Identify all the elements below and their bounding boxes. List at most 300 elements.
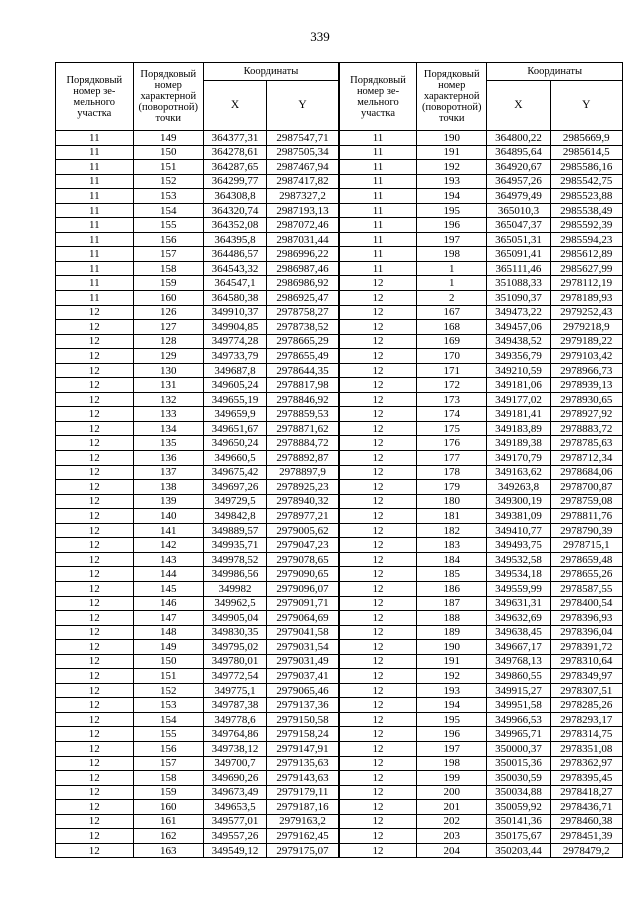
left-x-coordinate-cell: 349675,42 <box>203 465 266 480</box>
right-x-coordinate-cell: 349410,77 <box>487 523 550 538</box>
right-plot-number-cell: 12 <box>339 421 417 436</box>
table-row <box>56 189 623 204</box>
right-y-coordinate-cell: 2978587,55 <box>550 581 622 596</box>
right-y-coordinate-cell: 2978400,54 <box>550 596 622 611</box>
right-plot-number-cell: 12 <box>339 334 417 349</box>
right-plot-number-cell: 11 <box>339 131 417 146</box>
left-plot-number-cell: 12 <box>56 727 134 742</box>
right-plot-number-cell: 12 <box>339 465 417 480</box>
table-row <box>56 843 623 858</box>
table-row <box>56 712 623 727</box>
right-point-number-cell: 193 <box>417 683 487 698</box>
left-point-number-cell: 140 <box>133 509 203 524</box>
right-y-coordinate-cell: 2978930,65 <box>550 392 622 407</box>
right-y-coordinate-cell: 2978285,26 <box>550 698 622 713</box>
left-y-coordinate-cell: 2987547,71 <box>267 131 339 146</box>
right-plot-number-cell: 12 <box>339 363 417 378</box>
right-y-coordinate-cell: 2985538,49 <box>550 203 622 218</box>
table-row <box>56 247 623 262</box>
right-point-number-cell: 191 <box>417 654 487 669</box>
right-x-coordinate-cell: 349768,13 <box>487 654 550 669</box>
left-plot-number-cell: 12 <box>56 509 134 524</box>
left-point-number-cell: 135 <box>133 436 203 451</box>
right-plot-number-cell: 12 <box>339 349 417 364</box>
left-x-coordinate-cell: 349697,26 <box>203 480 266 495</box>
header-x-left: X <box>203 81 266 131</box>
right-point-number-cell: 196 <box>417 727 487 742</box>
left-y-coordinate-cell: 2979096,07 <box>267 581 339 596</box>
table-row <box>56 538 623 553</box>
right-x-coordinate-cell: 364979,49 <box>487 189 550 204</box>
left-x-coordinate-cell: 349904,85 <box>203 320 266 335</box>
right-plot-number-cell: 11 <box>339 145 417 160</box>
right-x-coordinate-cell: 351090,37 <box>487 291 550 306</box>
left-x-coordinate-cell: 364580,38 <box>203 291 266 306</box>
left-x-coordinate-cell: 364308,8 <box>203 189 266 204</box>
right-y-coordinate-cell: 2978436,71 <box>550 800 622 815</box>
right-y-coordinate-cell: 2978351,08 <box>550 741 622 756</box>
right-y-coordinate-cell: 2985592,39 <box>550 218 622 233</box>
right-point-number-cell: 183 <box>417 538 487 553</box>
right-point-number-cell: 189 <box>417 625 487 640</box>
left-plot-number-cell: 12 <box>56 436 134 451</box>
left-x-coordinate-cell: 364543,32 <box>203 261 266 276</box>
right-plot-number-cell: 12 <box>339 727 417 742</box>
left-y-coordinate-cell: 2987505,34 <box>267 145 339 160</box>
left-point-number-cell: 144 <box>133 567 203 582</box>
left-x-coordinate-cell: 349729,5 <box>203 494 266 509</box>
right-y-coordinate-cell: 2978715,1 <box>550 538 622 553</box>
left-plot-number-cell: 12 <box>56 567 134 582</box>
right-plot-number-cell: 12 <box>339 640 417 655</box>
right-point-number-cell: 168 <box>417 320 487 335</box>
right-y-coordinate-cell: 2978314,75 <box>550 727 622 742</box>
left-y-coordinate-cell: 2978665,29 <box>267 334 339 349</box>
left-plot-number-cell: 11 <box>56 276 134 291</box>
left-y-coordinate-cell: 2978846,92 <box>267 392 339 407</box>
table-row <box>56 669 623 684</box>
left-x-coordinate-cell: 349651,67 <box>203 421 266 436</box>
table-row <box>56 363 623 378</box>
left-y-coordinate-cell: 2979135,63 <box>267 756 339 771</box>
right-point-number-cell: 204 <box>417 843 487 858</box>
coordinates-table <box>55 62 623 858</box>
right-point-number-cell: 192 <box>417 669 487 684</box>
right-y-coordinate-cell: 2985669,9 <box>550 131 622 146</box>
right-plot-number-cell: 11 <box>339 160 417 175</box>
table-body <box>56 131 623 858</box>
left-y-coordinate-cell: 2987031,44 <box>267 232 339 247</box>
right-x-coordinate-cell: 349356,79 <box>487 349 550 364</box>
left-x-coordinate-cell: 364278,61 <box>203 145 266 160</box>
right-x-coordinate-cell: 349532,58 <box>487 552 550 567</box>
right-plot-number-cell: 12 <box>339 843 417 858</box>
left-plot-number-cell: 12 <box>56 785 134 800</box>
right-x-coordinate-cell: 350141,36 <box>487 814 550 829</box>
right-point-number-cell: 202 <box>417 814 487 829</box>
right-x-coordinate-cell: 349189,38 <box>487 436 550 451</box>
left-y-coordinate-cell: 2979179,11 <box>267 785 339 800</box>
right-y-coordinate-cell: 2979189,22 <box>550 334 622 349</box>
right-point-number-cell: 176 <box>417 436 487 451</box>
left-x-coordinate-cell: 349830,35 <box>203 625 266 640</box>
right-point-number-cell: 177 <box>417 451 487 466</box>
header-plot-number-right: Порядковый номер зе-мельного участка <box>339 63 417 131</box>
right-point-number-cell: 181 <box>417 509 487 524</box>
right-x-coordinate-cell: 349170,79 <box>487 451 550 466</box>
right-plot-number-cell: 12 <box>339 392 417 407</box>
left-point-number-cell: 132 <box>133 392 203 407</box>
left-y-coordinate-cell: 2979005,62 <box>267 523 339 538</box>
left-plot-number-cell: 12 <box>56 829 134 844</box>
right-x-coordinate-cell: 349966,53 <box>487 712 550 727</box>
left-x-coordinate-cell: 349780,01 <box>203 654 266 669</box>
right-x-coordinate-cell: 349631,31 <box>487 596 550 611</box>
right-plot-number-cell: 12 <box>339 480 417 495</box>
left-y-coordinate-cell: 2987327,2 <box>267 189 339 204</box>
left-plot-number-cell: 11 <box>56 160 134 175</box>
right-x-coordinate-cell: 349559,99 <box>487 581 550 596</box>
left-plot-number-cell: 11 <box>56 131 134 146</box>
left-y-coordinate-cell: 2978655,49 <box>267 349 339 364</box>
left-plot-number-cell: 12 <box>56 581 134 596</box>
left-x-coordinate-cell: 349605,24 <box>203 378 266 393</box>
left-y-coordinate-cell: 2978940,32 <box>267 494 339 509</box>
right-y-coordinate-cell: 2979218,9 <box>550 320 622 335</box>
right-point-number-cell: 190 <box>417 131 487 146</box>
right-plot-number-cell: 12 <box>339 523 417 538</box>
left-y-coordinate-cell: 2979143,63 <box>267 771 339 786</box>
right-plot-number-cell: 12 <box>339 509 417 524</box>
left-point-number-cell: 161 <box>133 814 203 829</box>
right-plot-number-cell: 12 <box>339 683 417 698</box>
right-point-number-cell: 195 <box>417 712 487 727</box>
right-plot-number-cell: 11 <box>339 247 417 262</box>
right-y-coordinate-cell: 2978927,92 <box>550 407 622 422</box>
table-row <box>56 261 623 276</box>
table-row <box>56 552 623 567</box>
right-y-coordinate-cell: 2978460,38 <box>550 814 622 829</box>
right-plot-number-cell: 12 <box>339 407 417 422</box>
left-point-number-cell: 157 <box>133 756 203 771</box>
left-y-coordinate-cell: 2979158,24 <box>267 727 339 742</box>
right-point-number-cell: 2 <box>417 291 487 306</box>
table-row <box>56 741 623 756</box>
right-point-number-cell: 194 <box>417 698 487 713</box>
right-plot-number-cell: 11 <box>339 174 417 189</box>
right-point-number-cell: 198 <box>417 247 487 262</box>
table-row <box>56 829 623 844</box>
right-y-coordinate-cell: 2978883,72 <box>550 421 622 436</box>
right-plot-number-cell: 12 <box>339 741 417 756</box>
right-point-number-cell: 201 <box>417 800 487 815</box>
right-x-coordinate-cell: 364800,22 <box>487 131 550 146</box>
left-y-coordinate-cell: 2979041,58 <box>267 625 339 640</box>
right-y-coordinate-cell: 2985614,5 <box>550 145 622 160</box>
right-plot-number-cell: 12 <box>339 669 417 684</box>
right-x-coordinate-cell: 364920,67 <box>487 160 550 175</box>
left-y-coordinate-cell: 2979091,71 <box>267 596 339 611</box>
right-plot-number-cell: 12 <box>339 596 417 611</box>
right-y-coordinate-cell: 2978939,13 <box>550 378 622 393</box>
table-row <box>56 218 623 233</box>
right-y-coordinate-cell: 2978811,76 <box>550 509 622 524</box>
right-x-coordinate-cell: 365091,41 <box>487 247 550 262</box>
right-y-coordinate-cell: 2978659,48 <box>550 552 622 567</box>
left-y-coordinate-cell: 2987193,13 <box>267 203 339 218</box>
left-x-coordinate-cell: 349774,28 <box>203 334 266 349</box>
left-plot-number-cell: 12 <box>56 349 134 364</box>
right-y-coordinate-cell: 2978396,04 <box>550 625 622 640</box>
left-y-coordinate-cell: 2978738,52 <box>267 320 339 335</box>
left-y-coordinate-cell: 2987072,46 <box>267 218 339 233</box>
header-coordinates-right: Координаты <box>487 63 623 81</box>
left-plot-number-cell: 11 <box>56 291 134 306</box>
left-plot-number-cell: 12 <box>56 320 134 335</box>
right-x-coordinate-cell: 349381,09 <box>487 509 550 524</box>
header-plot-number-left: Порядковый номер зе-мельного участка <box>56 63 134 131</box>
left-x-coordinate-cell: 364377,31 <box>203 131 266 146</box>
left-y-coordinate-cell: 2979031,54 <box>267 640 339 655</box>
left-plot-number-cell: 12 <box>56 334 134 349</box>
left-x-coordinate-cell: 349889,57 <box>203 523 266 538</box>
left-x-coordinate-cell: 349787,38 <box>203 698 266 713</box>
right-point-number-cell: 197 <box>417 741 487 756</box>
left-x-coordinate-cell: 349772,54 <box>203 669 266 684</box>
right-plot-number-cell: 12 <box>339 494 417 509</box>
table-row <box>56 421 623 436</box>
left-x-coordinate-cell: 349978,52 <box>203 552 266 567</box>
right-point-number-cell: 191 <box>417 145 487 160</box>
right-plot-number-cell: 12 <box>339 436 417 451</box>
left-y-coordinate-cell: 2978892,87 <box>267 451 339 466</box>
table-row <box>56 654 623 669</box>
right-y-coordinate-cell: 2978395,45 <box>550 771 622 786</box>
right-plot-number-cell: 12 <box>339 378 417 393</box>
right-point-number-cell: 174 <box>417 407 487 422</box>
table-row <box>56 334 623 349</box>
left-plot-number-cell: 12 <box>56 843 134 858</box>
right-plot-number-cell: 12 <box>339 625 417 640</box>
left-x-coordinate-cell: 349653,5 <box>203 800 266 815</box>
left-plot-number-cell: 11 <box>56 247 134 262</box>
left-point-number-cell: 154 <box>133 712 203 727</box>
table-row <box>56 611 623 626</box>
right-y-coordinate-cell: 2978479,2 <box>550 843 622 858</box>
left-plot-number-cell: 11 <box>56 218 134 233</box>
left-x-coordinate-cell: 364352,08 <box>203 218 266 233</box>
right-y-coordinate-cell: 2979103,42 <box>550 349 622 364</box>
left-point-number-cell: 146 <box>133 596 203 611</box>
left-x-coordinate-cell: 364299,77 <box>203 174 266 189</box>
left-plot-number-cell: 12 <box>56 741 134 756</box>
right-point-number-cell: 190 <box>417 640 487 655</box>
right-x-coordinate-cell: 349667,17 <box>487 640 550 655</box>
left-y-coordinate-cell: 2987417,82 <box>267 174 339 189</box>
right-x-coordinate-cell: 351088,33 <box>487 276 550 291</box>
left-y-coordinate-cell: 2979147,91 <box>267 741 339 756</box>
left-x-coordinate-cell: 349986,56 <box>203 567 266 582</box>
left-plot-number-cell: 12 <box>56 552 134 567</box>
left-plot-number-cell: 12 <box>56 392 134 407</box>
right-plot-number-cell: 12 <box>339 654 417 669</box>
right-y-coordinate-cell: 2978790,39 <box>550 523 622 538</box>
right-plot-number-cell: 12 <box>339 538 417 553</box>
left-y-coordinate-cell: 2987467,94 <box>267 160 339 175</box>
right-point-number-cell: 193 <box>417 174 487 189</box>
right-x-coordinate-cell: 349632,69 <box>487 611 550 626</box>
header-point-number-left: Порядковый номер характерной (поворотной) точки <box>133 63 203 131</box>
right-plot-number-cell: 12 <box>339 611 417 626</box>
table-row <box>56 771 623 786</box>
right-plot-number-cell: 11 <box>339 261 417 276</box>
left-point-number-cell: 136 <box>133 451 203 466</box>
left-y-coordinate-cell: 2978758,27 <box>267 305 339 320</box>
left-plot-number-cell: 12 <box>56 712 134 727</box>
table-row <box>56 203 623 218</box>
right-plot-number-cell: 12 <box>339 771 417 786</box>
left-plot-number-cell: 11 <box>56 174 134 189</box>
left-x-coordinate-cell: 349733,79 <box>203 349 266 364</box>
right-plot-number-cell: 11 <box>339 203 417 218</box>
left-point-number-cell: 134 <box>133 421 203 436</box>
left-y-coordinate-cell: 2986996,22 <box>267 247 339 262</box>
right-y-coordinate-cell: 2978785,63 <box>550 436 622 451</box>
table-row <box>56 509 623 524</box>
right-y-coordinate-cell: 2985542,75 <box>550 174 622 189</box>
right-plot-number-cell: 12 <box>339 829 417 844</box>
right-point-number-cell: 180 <box>417 494 487 509</box>
left-y-coordinate-cell: 2979162,45 <box>267 829 339 844</box>
left-y-coordinate-cell: 2978884,72 <box>267 436 339 451</box>
left-point-number-cell: 130 <box>133 363 203 378</box>
right-plot-number-cell: 11 <box>339 189 417 204</box>
right-y-coordinate-cell: 2985612,89 <box>550 247 622 262</box>
right-x-coordinate-cell: 349965,71 <box>487 727 550 742</box>
table-row <box>56 523 623 538</box>
left-x-coordinate-cell: 349659,9 <box>203 407 266 422</box>
left-y-coordinate-cell: 2979175,07 <box>267 843 339 858</box>
right-y-coordinate-cell: 2985594,23 <box>550 232 622 247</box>
left-point-number-cell: 147 <box>133 611 203 626</box>
left-x-coordinate-cell: 349687,8 <box>203 363 266 378</box>
left-x-coordinate-cell: 364547,1 <box>203 276 266 291</box>
right-x-coordinate-cell: 350059,92 <box>487 800 550 815</box>
right-point-number-cell: 198 <box>417 756 487 771</box>
left-point-number-cell: 153 <box>133 698 203 713</box>
right-y-coordinate-cell: 2985523,88 <box>550 189 622 204</box>
left-plot-number-cell: 12 <box>56 698 134 713</box>
right-plot-number-cell: 12 <box>339 567 417 582</box>
right-y-coordinate-cell: 2978759,08 <box>550 494 622 509</box>
right-x-coordinate-cell: 349181,06 <box>487 378 550 393</box>
left-point-number-cell: 152 <box>133 683 203 698</box>
right-x-coordinate-cell: 349473,22 <box>487 305 550 320</box>
left-y-coordinate-cell: 2979137,36 <box>267 698 339 713</box>
right-point-number-cell: 172 <box>417 378 487 393</box>
left-point-number-cell: 139 <box>133 494 203 509</box>
left-x-coordinate-cell: 364486,57 <box>203 247 266 262</box>
table-row <box>56 392 623 407</box>
table-row <box>56 800 623 815</box>
right-y-coordinate-cell: 2978712,34 <box>550 451 622 466</box>
right-y-coordinate-cell: 2979252,43 <box>550 305 622 320</box>
left-y-coordinate-cell: 2979163,2 <box>267 814 339 829</box>
right-y-coordinate-cell: 2978700,87 <box>550 480 622 495</box>
table-row <box>56 145 623 160</box>
right-x-coordinate-cell: 349300,19 <box>487 494 550 509</box>
left-x-coordinate-cell: 349775,1 <box>203 683 266 698</box>
left-point-number-cell: 126 <box>133 305 203 320</box>
right-x-coordinate-cell: 365051,31 <box>487 232 550 247</box>
left-x-coordinate-cell: 349982 <box>203 581 266 596</box>
left-plot-number-cell: 12 <box>56 611 134 626</box>
left-y-coordinate-cell: 2979078,65 <box>267 552 339 567</box>
right-y-coordinate-cell: 2978293,17 <box>550 712 622 727</box>
left-point-number-cell: 156 <box>133 232 203 247</box>
right-y-coordinate-cell: 2978655,26 <box>550 567 622 582</box>
table-row <box>56 698 623 713</box>
left-plot-number-cell: 11 <box>56 261 134 276</box>
table-row <box>56 174 623 189</box>
right-x-coordinate-cell: 350000,37 <box>487 741 550 756</box>
right-plot-number-cell: 12 <box>339 581 417 596</box>
left-x-coordinate-cell: 349842,8 <box>203 509 266 524</box>
table-row <box>56 451 623 466</box>
right-point-number-cell: 169 <box>417 334 487 349</box>
left-plot-number-cell: 11 <box>56 232 134 247</box>
left-plot-number-cell: 12 <box>56 538 134 553</box>
table-row <box>56 465 623 480</box>
left-y-coordinate-cell: 2986986,92 <box>267 276 339 291</box>
page-number: 339 <box>310 29 330 44</box>
left-point-number-cell: 159 <box>133 276 203 291</box>
right-plot-number-cell: 12 <box>339 276 417 291</box>
left-plot-number-cell: 12 <box>56 771 134 786</box>
left-plot-number-cell: 12 <box>56 480 134 495</box>
left-plot-number-cell: 12 <box>56 523 134 538</box>
table-row <box>56 232 623 247</box>
right-point-number-cell: 203 <box>417 829 487 844</box>
right-point-number-cell: 171 <box>417 363 487 378</box>
table-row <box>56 480 623 495</box>
right-plot-number-cell: 12 <box>339 451 417 466</box>
left-x-coordinate-cell: 349655,19 <box>203 392 266 407</box>
table-row <box>56 596 623 611</box>
left-point-number-cell: 156 <box>133 741 203 756</box>
table-row <box>56 581 623 596</box>
left-plot-number-cell: 12 <box>56 814 134 829</box>
right-x-coordinate-cell: 349177,02 <box>487 392 550 407</box>
right-x-coordinate-cell: 349493,75 <box>487 538 550 553</box>
right-y-coordinate-cell: 2978418,27 <box>550 785 622 800</box>
right-point-number-cell: 178 <box>417 465 487 480</box>
table-row <box>56 305 623 320</box>
left-point-number-cell: 143 <box>133 552 203 567</box>
left-point-number-cell: 128 <box>133 334 203 349</box>
left-point-number-cell: 159 <box>133 785 203 800</box>
right-plot-number-cell: 12 <box>339 756 417 771</box>
table-row <box>56 756 623 771</box>
right-x-coordinate-cell: 349163,62 <box>487 465 550 480</box>
right-point-number-cell: 173 <box>417 392 487 407</box>
table-row <box>56 494 623 509</box>
left-y-coordinate-cell: 2979065,46 <box>267 683 339 698</box>
left-x-coordinate-cell: 349910,37 <box>203 305 266 320</box>
left-x-coordinate-cell: 349778,6 <box>203 712 266 727</box>
left-y-coordinate-cell: 2979037,41 <box>267 669 339 684</box>
right-plot-number-cell: 12 <box>339 320 417 335</box>
